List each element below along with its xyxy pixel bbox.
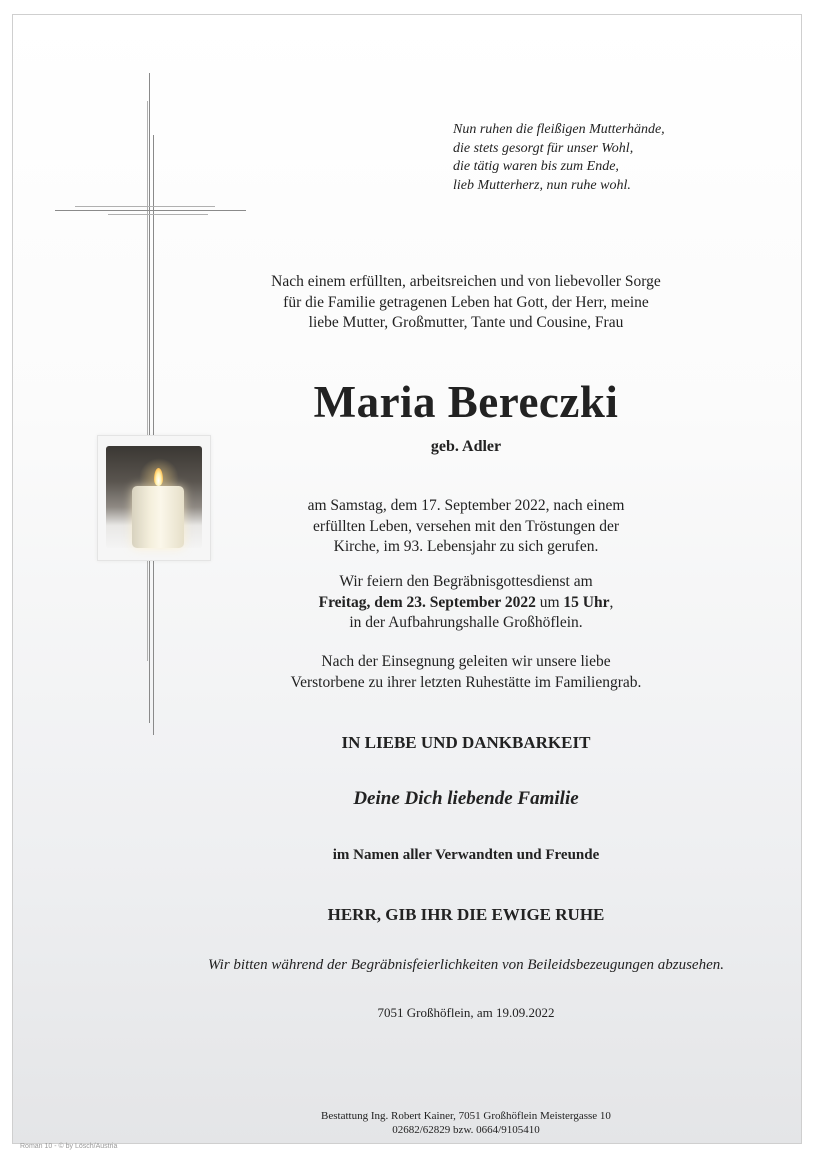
service-date: Freitag, dem 23. September 2022 <box>318 593 536 611</box>
death-line: erfüllten Leben, versehen mit den Tröstungen der <box>312 517 620 535</box>
funeral-home-info <box>231 1109 701 1137</box>
obituary-sheet <box>12 14 802 1144</box>
birth-name: geb. Adler <box>430 438 502 455</box>
service-between: um <box>535 593 564 611</box>
template-credit: Roman 10 - © by Lösch/Austria <box>20 1143 118 1150</box>
cross-vertical-line <box>149 73 150 723</box>
cross-horizontal-line <box>108 214 208 215</box>
family-signature: Deine Dich liebende Familie <box>353 788 579 809</box>
candle-flame <box>154 468 163 486</box>
service-time-suffix: , <box>609 593 614 611</box>
burial-paragraph <box>231 652 701 693</box>
cross-vertical-line <box>147 101 148 661</box>
intro-line: für die Familie getragenen Leben hat Gott, der Herr, meine <box>283 293 649 311</box>
service-paragraph <box>231 572 701 634</box>
cross-horizontal-line <box>55 210 246 211</box>
deceased-name: Maria Bereczki <box>313 377 619 427</box>
gratitude-heading: IN LIEBE UND DANKBARKEIT <box>341 733 591 752</box>
condolence-note: Wir bitten während der Begräbnisfeierlichkeiten von Beileidsbezeugungen abzusehen. <box>208 957 724 973</box>
poem-line: lieb Mutterherz, nun ruhe wohl. <box>453 177 631 193</box>
cross-horizontal-line <box>75 206 215 207</box>
poem-line: Nun ruhen die fleißigen Mutterhände, <box>453 122 665 137</box>
place-date: 7051 Großhöflein, am 19.09.2022 <box>377 1005 555 1020</box>
service-line: Wir feiern den Begräbnisgottesdienst am <box>339 573 593 590</box>
poem <box>453 121 753 195</box>
service-datetime-line <box>231 593 701 614</box>
poem-line: die stets gesorgt für unser Wohl, <box>453 140 634 156</box>
candle-image <box>97 435 211 561</box>
death-paragraph <box>231 496 701 558</box>
burial-line: Nach der Einsegnung geleiten wir unsere liebe <box>321 653 611 670</box>
relatives-line: im Namen aller Verwandten und Freunde <box>332 847 600 863</box>
intro-paragraph <box>231 272 701 334</box>
service-time: 15 Uhr <box>563 593 610 611</box>
poem-line: die tätig waren bis zum Ende, <box>453 159 619 174</box>
candle-body <box>132 486 184 548</box>
burial-line: Verstorbene zu ihrer letzten Ruhestätte im Familiengrab. <box>290 673 642 691</box>
death-line: Kirche, im 93. Lebensjahr zu sich gerufen. <box>333 538 599 555</box>
funeral-home-phone: 02682/62829 bzw. 0664/9105410 <box>392 1124 540 1136</box>
intro-line: Nach einem erfüllten, arbeitsreichen und von liebevoller Sorge <box>271 273 661 290</box>
funeral-home-address: Bestattung Ing. Robert Kainer, 7051 Großhöflein Meistergasse 10 <box>321 1110 611 1122</box>
intro-line: liebe Mutter, Großmutter, Tante und Cousine, Frau <box>308 314 624 331</box>
candle-background <box>106 446 202 548</box>
death-line: am Samstag, dem 17. September 2022, nach einem <box>307 497 625 514</box>
service-line: in der Aufbahrungshalle Großhöflein. <box>349 614 583 631</box>
prayer-heading: HERR, GIB IHR DIE EWIGE RUHE <box>327 905 605 924</box>
